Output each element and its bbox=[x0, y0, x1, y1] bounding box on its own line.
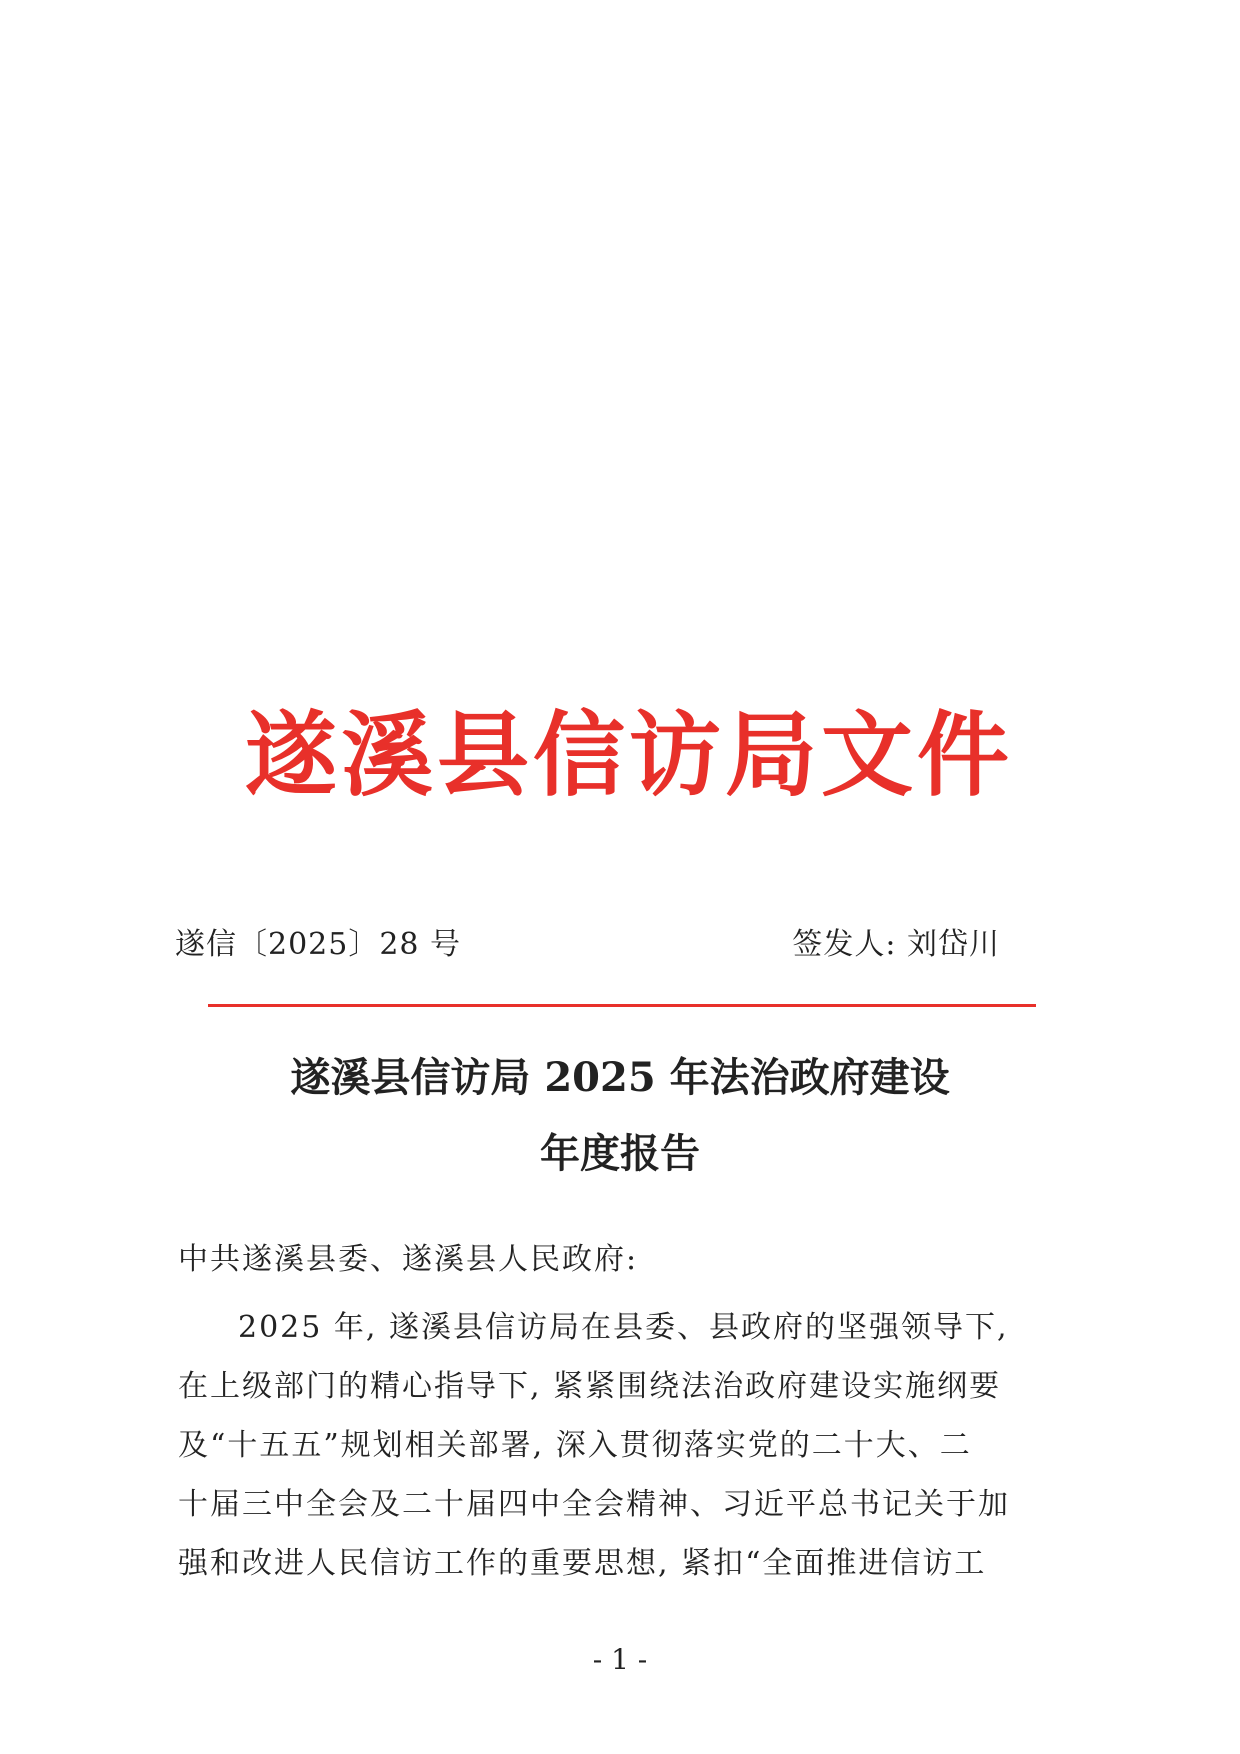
title-line-2: 年度报告 bbox=[540, 1130, 700, 1177]
salutation: 中共遂溪县委、遂溪县人民政府: bbox=[178, 1242, 639, 1277]
document-title bbox=[150, 1040, 1090, 1192]
body-paragraph bbox=[178, 1298, 1018, 1593]
red-divider-line bbox=[208, 1004, 1036, 1007]
issuer-signatory: 签发人: 刘岱川 bbox=[792, 927, 1000, 962]
body-line: 十届三中全会及二十届四中全会精神、习近平总书记关于加 bbox=[178, 1487, 1010, 1522]
body-line: 强和改进人民信访工作的重要思想, 紧扣“全面推进信访工 bbox=[178, 1546, 987, 1581]
red-header-title: 遂溪县信访局文件 bbox=[245, 701, 1014, 809]
page-number: - 1 - bbox=[592, 1643, 648, 1676]
body-line: 在上级部门的精心指导下, 紧紧围绕法治政府建设实施纲要 bbox=[178, 1369, 1002, 1404]
body-line: 及“十五五”规划相关部署, 深入贯彻落实党的二十大、二 bbox=[178, 1428, 972, 1463]
body-line: 2025 年, 遂溪县信访局在县委、县政府的坚强领导下, bbox=[238, 1310, 1009, 1345]
title-line-1: 遂溪县信访局 2025 年法治政府建设 bbox=[290, 1054, 950, 1101]
document-number: 遂信〔2025〕28 号 bbox=[175, 927, 462, 962]
